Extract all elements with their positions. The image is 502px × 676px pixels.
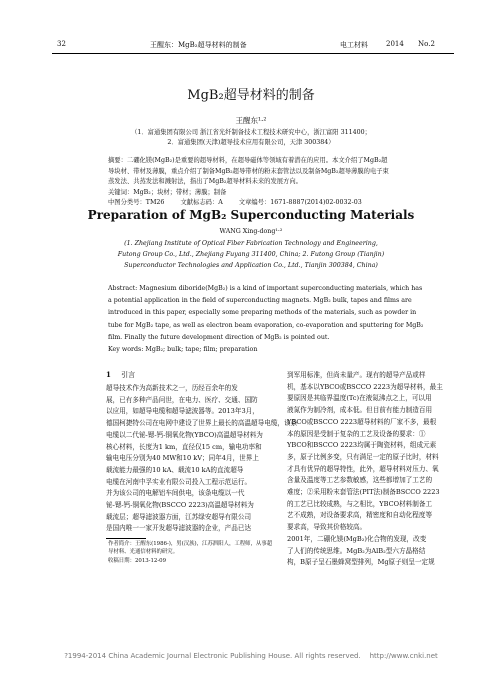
section-heading [106,370,135,380]
body-line: 输电电压分别为40 MW和10 kV；同年4月，世界上 [106,454,259,463]
abstract-en-line: film. Finally the future development direction of MgB₂ is pointed out. [108,333,330,341]
body-line: 德国柯捷特公司在电网中建设了世界上最长的高温超导电缆，该条 [106,419,298,428]
affiliation-en-line: Futong Group Co., Ltd., Zhejiang Fuyang 311400, China; 2. Futong Group (Tianjin) [117,251,385,258]
abstract-en-line: a potential application in the field of superconducting magnets. MgB₂ bulk, tapes and films are [108,297,412,305]
affiliation-en-line: (1. Zhejiang Institute of Optical Fiber Fabrication Technology and Engineering, [124,240,378,247]
body-line: 展，已有多种产品问世，在电力、医疗、交通、国防 [106,395,258,404]
classification-info: 中图分类号：TM26 文献标志码：A 文章编号：1671-8887(2014)02-0032-03 [108,199,362,207]
header-rule [52,53,454,54]
abstract-cn [108,156,462,209]
author-note-line: 导材料、光通信材料的研究。 [108,549,179,556]
body-line: 核心材料，长度为1 km，直径仅15 cm，输电功率和 [106,442,262,451]
body-line: 2001年，二硼化镁(MgB₂)化合物的发现，改变 [287,534,427,543]
abstract-en-line: introduced in this paper, especially some preparing methods of the materials, such as powder in [108,309,417,317]
body-line: 难度；②采用粉末套管法(PIT法)制备BSCCO 2223 [287,488,440,497]
journal-year: 2014 [386,40,404,48]
body-line: 电缆以二代铋-锶-钙-铜氧化物(YBCO)高温超导材料为 [106,430,263,439]
abstract-cn-line: 摘要：二硼化镁(MgB₂)是重要的超导材料，在超导磁体等领域有着潜在的应用。本文介绍了MgB₂超 [108,157,388,164]
body-line: 是国内唯一一家开发超导滤波器的企业，产品已达 [106,524,252,533]
keywords-en: Key words: MgB₂; bulk; tape; film; preparation [108,346,258,354]
paper-title-en: Preparation of MgB₂ Superconducting Materials [87,208,415,222]
abstract-en-line: tube for MgB₂ tape, as well as electron beam evaporation, co-evaporation and sputtering for MgB₂ [108,321,424,329]
abstract-cn-line: 蒸发法、共蒸发法和溅射法，指出了MgB₂超导材料未来的发展方向。 [108,178,302,186]
right-column [287,370,459,569]
body-line: 以应用，如超导电缆和超导滤波器等。2013年3月， [106,407,259,416]
page-number: 32 [57,40,66,48]
body-line: 载流能力最强的10 kA、载流10 kA的直流超导 [106,465,244,474]
affiliation-cn-line: （1．富通集团有限公司 浙江省光纤制备技术工程技术研究中心，浙江富阳 311400； [131,129,371,136]
body-line: 的工艺已比较成熟，与之相比，YBCO材料制备工 [287,499,433,508]
body-line: 多，原子比例多变，只有满足一定的原子比时，材料 [287,452,439,461]
body-line: 要求高，导致其价格较高。 [287,523,367,532]
body-line: 液氮作为制冷剂，成本低。但目前有能力制造百用 [287,406,433,415]
affiliation-cn-line: 2．富通集团(天津)超导技术应用有限公司，天津 300384） [167,139,335,146]
body-line: 超导技术作为高新技术之一，历经百余年的发 [106,384,238,392]
body-line: 铋-锶-钙-铜氧化物(BSCCO 2223)高温超导材料为 [106,501,254,510]
footnote-rule [106,538,146,539]
keywords-cn: 关键词：MgB₂；块材；带材；薄膜；制备 [108,188,227,196]
body-line: 艺不成熟，对设备要求高，精密度和自动化程度等 [287,511,433,520]
copyright-footer: ?1994-2014 China Academic Journal Electronic Publishing House. All rights reserved. http://www.cnki.net [64,652,438,660]
received-date: 收稿日期：2013-12-09 [108,557,167,564]
body-line: 机，基本以YBCO或BSCCO 2223为超导材料，最主 [287,382,443,391]
body-line: 构，B原子呈石墨蜂窝型排列，Mg原子则呈一定规 [287,558,435,567]
body-line: YBCO或BSCCO 2223超导材料的厂家不多，最根 [287,417,437,426]
journal-issue: No.2 [418,40,435,48]
author-note-line: 作者简介：王醒东(1986-)，男(汉族)，江苏泗阳人，工程师，从事超 [108,541,273,547]
body-line: 载流层；超导滤波器方面，江苏绿安超导有限公司 [106,512,252,521]
abstract-en [108,283,462,356]
author-cn: 王醒东¹·² [235,116,267,125]
journal-name: 电工材料 [340,41,368,49]
abstract-cn-line: 导块材、带材及薄膜，重点介绍了制备MgB₂超导带材的粉末套管法以及制备MgB₂超导薄膜的电子束 [108,167,389,175]
body-line: 了人们的传统思维。MgB₂为AlB₂型六方晶格结 [287,546,426,555]
running-title: 王醒东：MgB₂超导材料的制备 [150,41,247,49]
affiliation-en-line: Superconductor Technologies and Application Co., Ltd., Tianjin 300384, China) [124,262,378,269]
body-line: 本的原因是受制于复杂的工艺及设备的要求：① [287,429,426,438]
section-title: 引言 [121,371,136,379]
body-line: 要原因是其临界温度(Tc)在液氮沸点之上，可以用 [287,394,432,403]
section-number: 1 [106,370,111,379]
body-line: 并为该公司的电解铝车间供电，该条电缆以一代 [106,489,245,498]
author-en: WANG Xing-dong¹·² [219,228,283,235]
body-line: 到军用标准，但尚未量产。现有的超导产品或样 [287,371,426,379]
author-note [108,540,276,565]
body-line: YBCO和BSCCO 2223均属于陶瓷材料，组成元素 [287,441,437,450]
body-line: 电缆在河南中孚实业有限公司投入工程示范运行。 [106,477,252,486]
abstract-en-line: Abstract: Magnesium diboride(MgB₂) is a kind of important superconducting materials, which has [108,285,423,292]
body-line: 含量及温度等工艺参数敏感，这些都增加了工艺的 [287,476,433,485]
body-line: 才具有优异的超导特性，此外，超导材料对压力、氧 [287,464,439,473]
left-column [106,383,298,535]
paper-title-cn: MgB₂超导材料的制备 [187,88,315,103]
